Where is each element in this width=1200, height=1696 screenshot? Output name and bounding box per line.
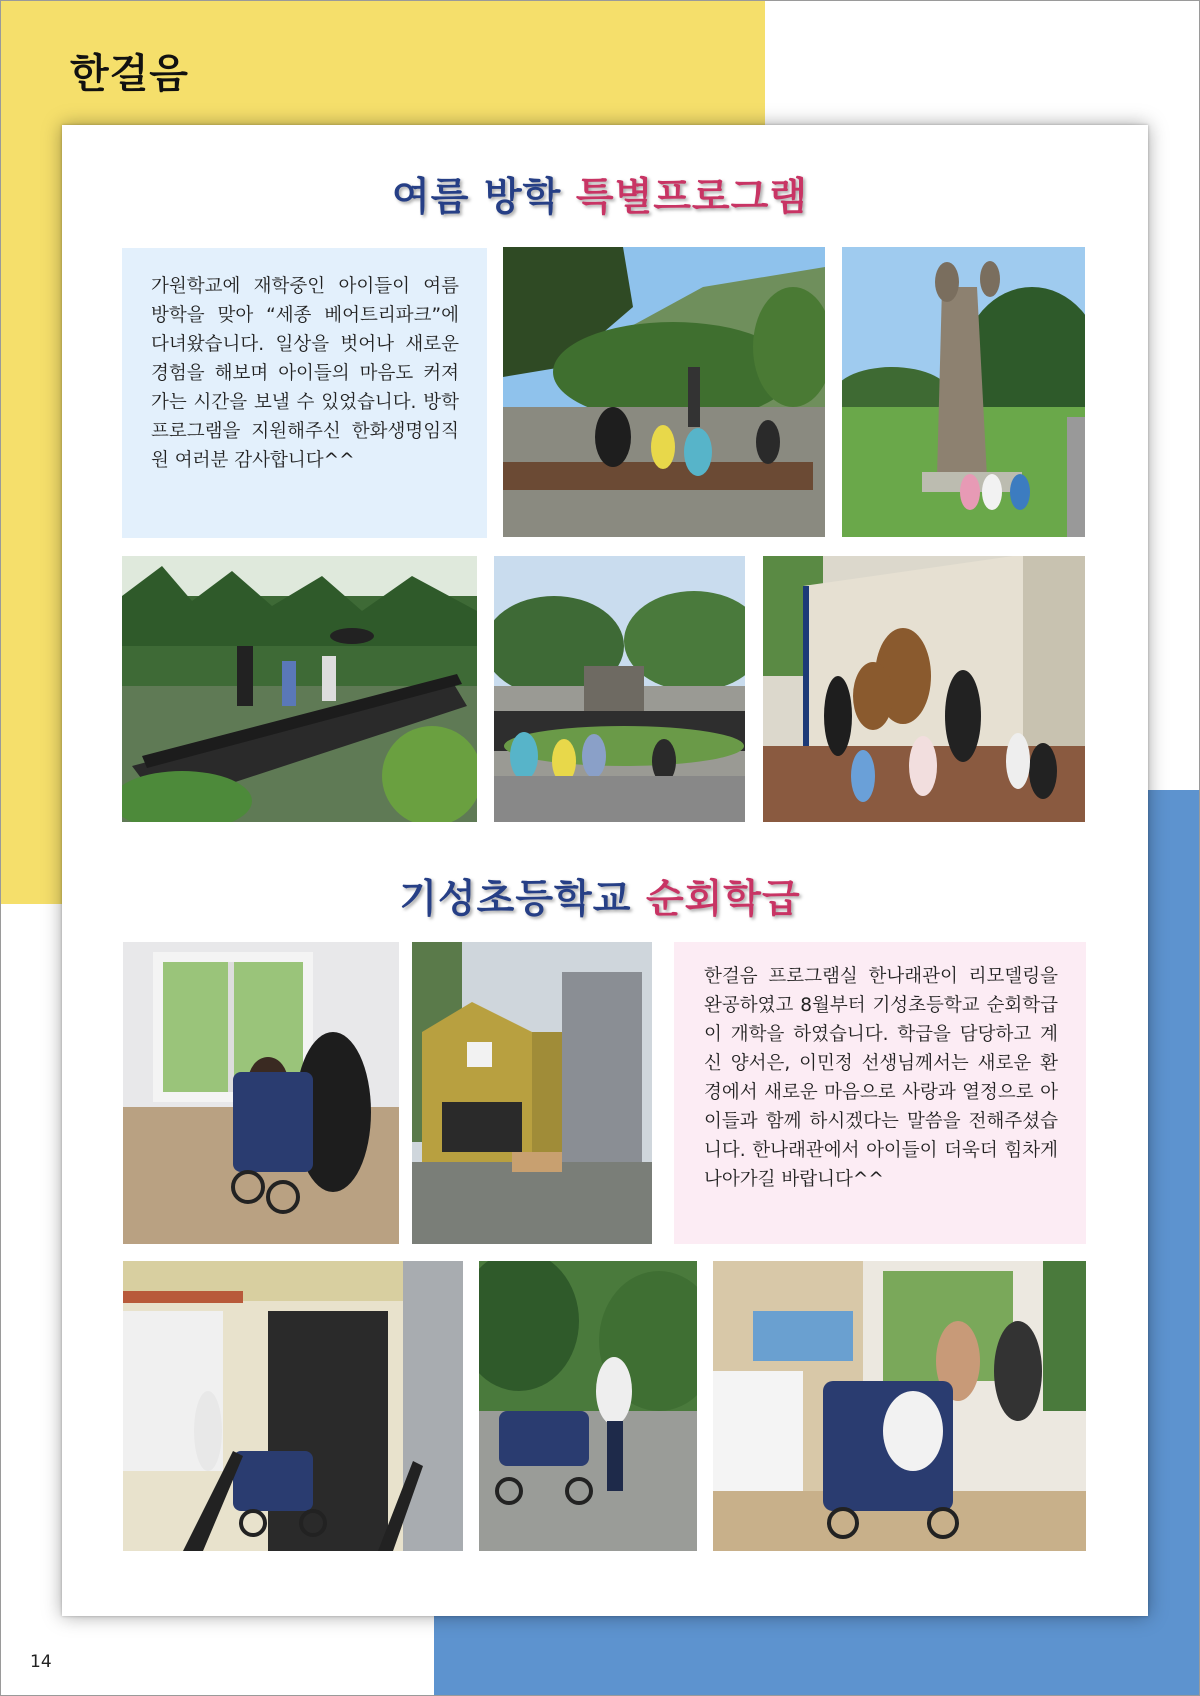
photo-building <box>412 942 652 1244</box>
section1-title-part2: 특별프로그램 <box>575 175 808 220</box>
section2-title-part2: 순회학급 <box>645 877 801 922</box>
photo-bridge <box>122 556 477 822</box>
section2-title-part1: 기성초등학교 <box>399 877 632 922</box>
photo-park-bench <box>503 247 825 537</box>
photo-entrance <box>123 1261 463 1551</box>
page-number: 14 <box>30 1652 52 1672</box>
section2-title <box>0 868 1200 924</box>
section1-title-part1: 여름 방학 <box>392 175 562 220</box>
photo-tree-sculpture <box>842 247 1085 537</box>
section-label: 한걸음 <box>70 51 189 97</box>
section1-title <box>0 166 1200 222</box>
section2-text: 한걸음 프로그램실 한나래관이 리모델링을 완공하였고 8월부터 기성초등학교 순회학급이 개학을 하였습니다. 학급을 담당하고 계신 양서은, 이민정 선생님께서는 새로운 환경에서 새로운 마음으로 사랑과 열정으로 아이들과 함께 하시겠다는 말씀을 전해주셨습니다. 한나래관에서 아이들이 더욱더 힘차게 나아가길 바랍니다^^ <box>674 942 1086 1244</box>
section1-text: 가원학교에 재학중인 아이들이 여름 방학을 맞아 “세종 베어트리파크”에 다녀왔습니다. 일상을 벗어나 새로운 경험을 해보며 아이들의 마음도 커져가는 시간을 보낼 수 있었습니다. 방학 프로그램을 지원해주신 한화생명임직원 여러분 감사합니다^^ <box>122 248 487 538</box>
photo-fountain <box>494 556 745 822</box>
photo-outdoor-walk <box>479 1261 697 1551</box>
photo-classroom <box>123 942 399 1244</box>
photo-classroom-teachers <box>713 1261 1086 1551</box>
photo-bear-statue <box>763 556 1085 822</box>
